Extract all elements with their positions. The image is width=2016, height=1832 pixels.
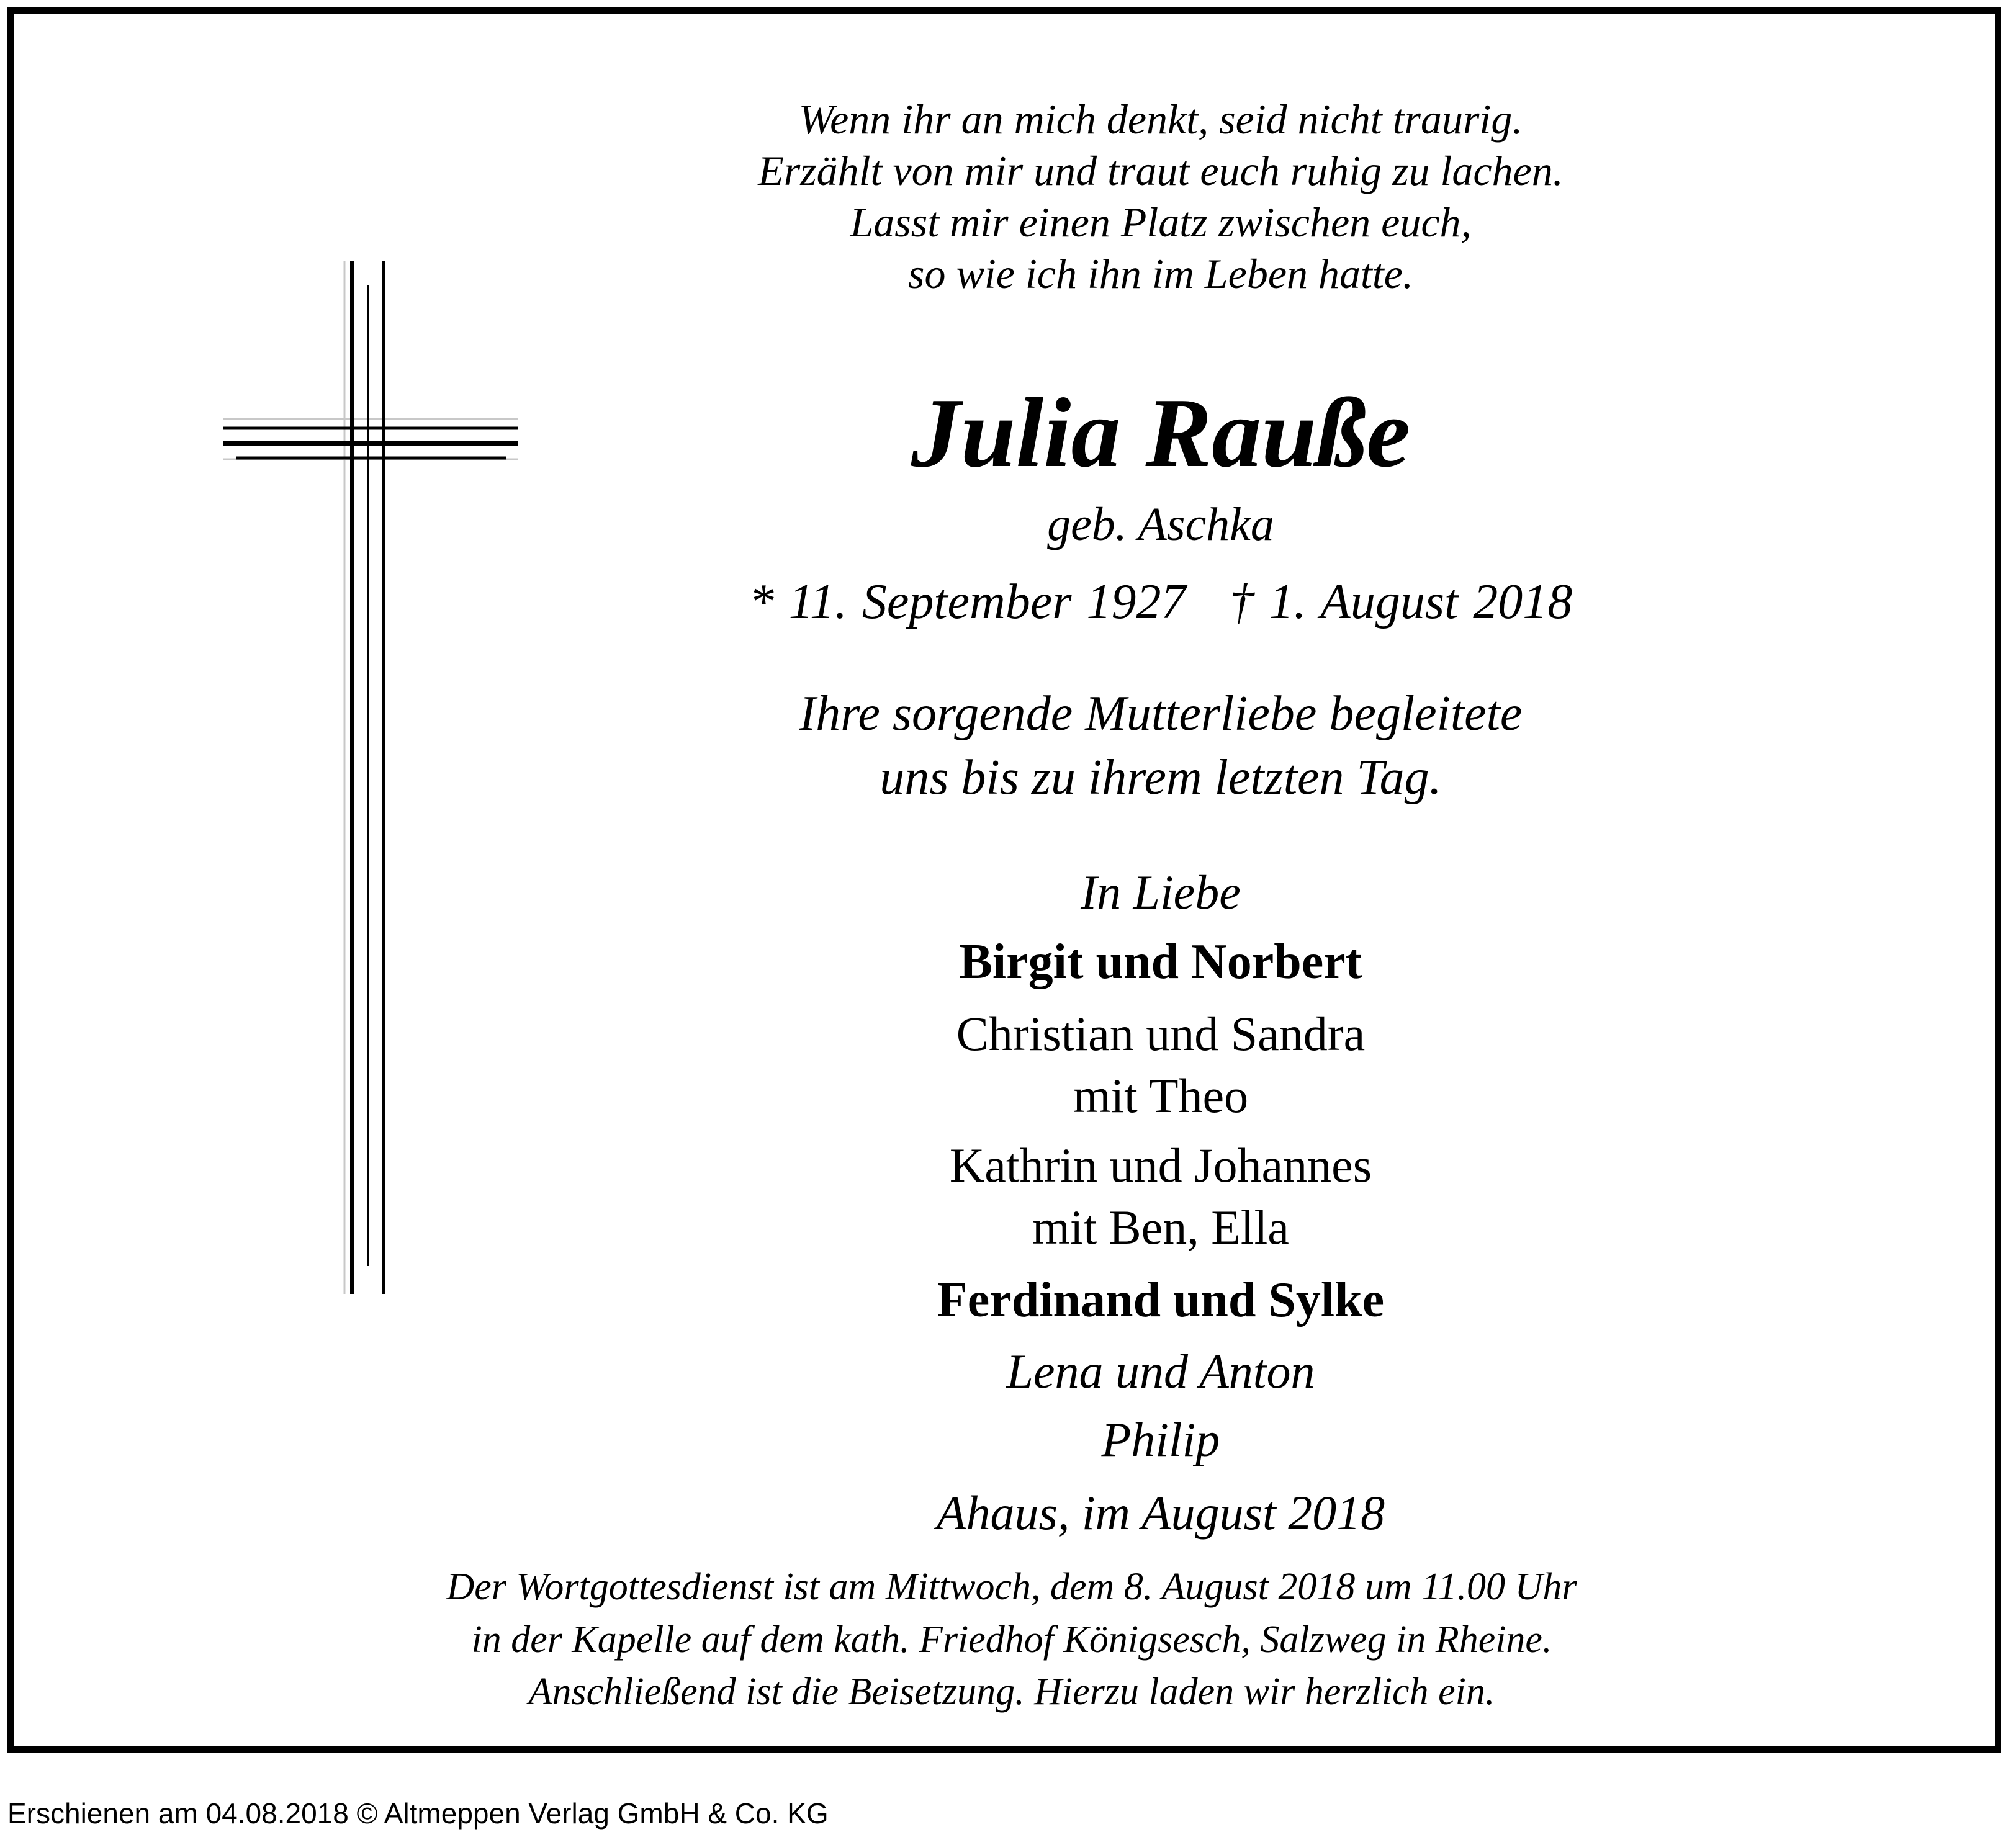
motto-line-2: uns bis zu ihrem letzten Tag. bbox=[880, 750, 1442, 805]
maiden-name: geb. Aschka bbox=[1047, 498, 1274, 550]
poem-line-4: so wie ich ihn im Leben hatte. bbox=[907, 250, 1413, 297]
life-dates bbox=[664, 572, 1657, 632]
family-group2-line2: Philip bbox=[1101, 1412, 1220, 1466]
motto-line-1: Ihre sorgende Mutterliebe begleitete bbox=[799, 686, 1523, 741]
death-date: † 1. August 2018 bbox=[1229, 575, 1573, 629]
deceased-name: Julia Rauße bbox=[911, 377, 1411, 488]
family-group1-line1: Christian und Sandra bbox=[956, 1007, 1366, 1061]
poem-line-3: Lasst mir einen Platz zwischen euch, bbox=[850, 199, 1472, 246]
family-group1-lead: Birgit und Norbert bbox=[959, 935, 1362, 989]
poem-line-1: Wenn ihr an mich denkt, seid nicht traurig. bbox=[798, 96, 1523, 143]
family-group2-lead: Ferdinand und Sylke bbox=[937, 1273, 1385, 1327]
birth-date: * 11. September 1927 bbox=[749, 575, 1186, 629]
family-group2-line1: Lena und Anton bbox=[1006, 1344, 1315, 1398]
service-line-3: Anschließend ist die Beisetzung. Hierzu laden wir herzlich ein. bbox=[528, 1671, 1495, 1713]
place-date: Ahaus, im August 2018 bbox=[936, 1486, 1385, 1540]
family-group1-line3: Kathrin und Johannes bbox=[949, 1138, 1372, 1192]
service-line-2: in der Kapelle auf dem kath. Friedhof Königsesch, Salzweg in Rheine. bbox=[471, 1619, 1552, 1661]
family-intro: In Liebe bbox=[1081, 865, 1241, 919]
publication-footer: Erschienen am 04.08.2018 © Altmeppen Verlag GmbH & Co. KG bbox=[7, 1797, 829, 1830]
poem-line-2: Erzählt von mir und traut euch ruhig zu lachen. bbox=[758, 147, 1564, 194]
family-group1-line2: mit Theo bbox=[1073, 1069, 1249, 1123]
service-line-1: Der Wortgottesdienst ist am Mittwoch, dem 8. August 2018 um 11.00 Uhr bbox=[446, 1566, 1577, 1608]
family-group1-line4: mit Ben, Ella bbox=[1032, 1200, 1289, 1254]
